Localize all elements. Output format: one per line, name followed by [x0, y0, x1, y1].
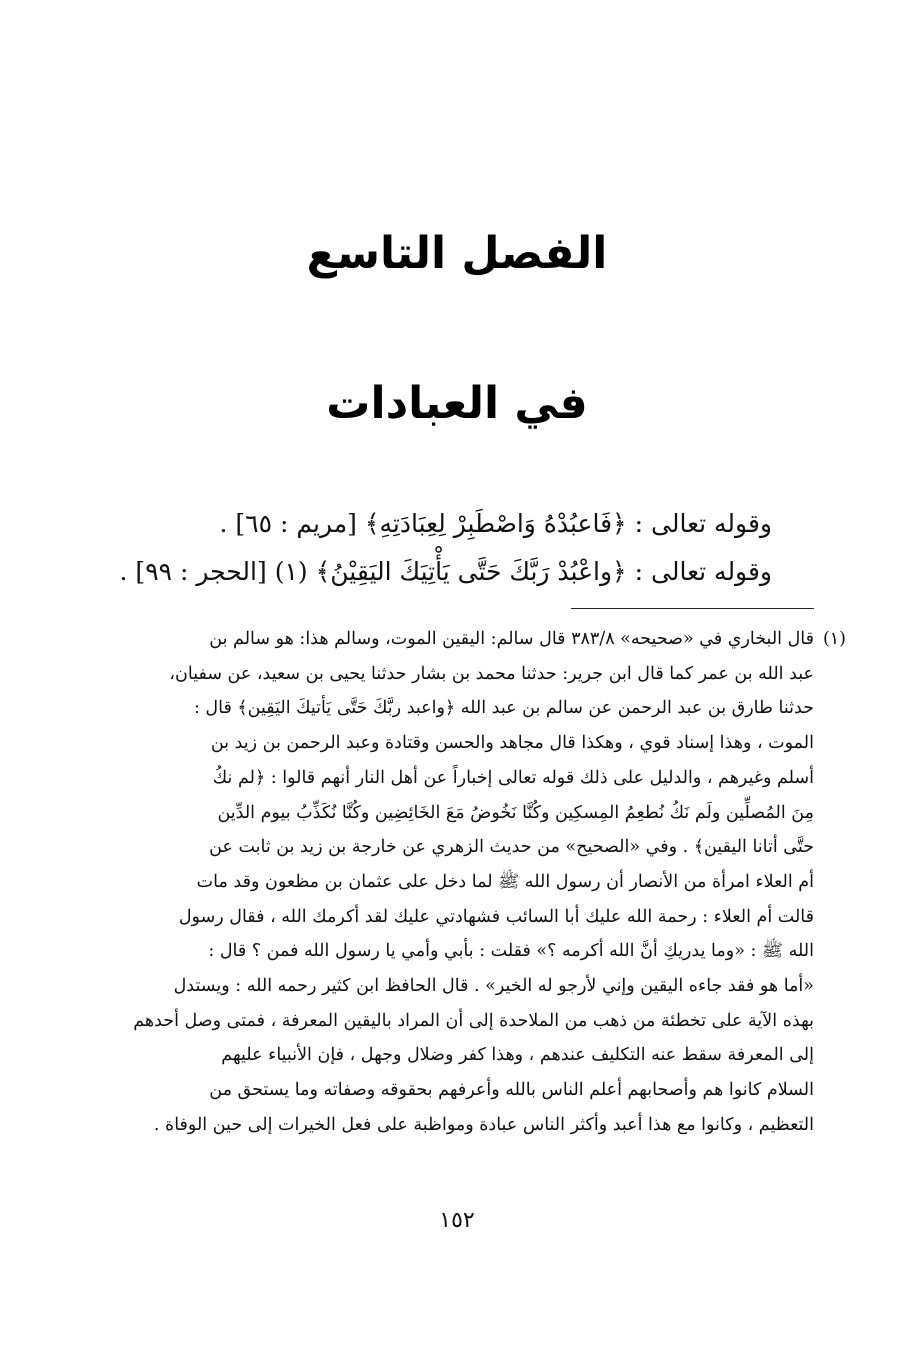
footnote-line: التعظيم ، وكانوا مع هذا أعبد وأكثر الناس عبادة ومواظبة على فعل الخيرات إلى حين الوفاة . — [153, 1114, 814, 1135]
verse-line: وقوله تعالى : ﴿فَاعبُدْهُ وَاصْطَبِرْ لِعِبَادَتِهِ﴾ [مريم : ٦٥] . — [219, 509, 772, 538]
footnote-line: الله ﷺ : «وما يدريكِ أنَّ الله أكرمه ؟» فقلت : بأبي وأمي يا رسول الله فمن ؟ قال : — [208, 941, 814, 962]
footnote-line: أم العلاء امرأة من الأنصار أن رسول الله ﷺ لما دخل على عثمان بن مظعون وقد مات — [196, 871, 814, 892]
footnote-line: «أما هو فقد جاءه اليقين وإني لأرجو له الخير» . قال الحافظ ابن كثير رحمه الله : ويستدل — [173, 976, 814, 997]
footnote-line: الموت ، وهذا إسناد قوي ، وهكذا قال مجاهد والحسن وقتادة وعبد الرحمن بن زيد بن — [210, 733, 814, 754]
footnote-line: عبد الله بن عمر كما قال ابن جرير: حدثنا محمد بن بشار حدثنا يحيى بن سعيد، عن سفيان، — [169, 663, 814, 684]
footnote-line: بهذه الآية على تخطئة من ذهب من الملاحدة إلى أن المراد باليقين المعرفة ، فمتى وصل أحدهم — [133, 1010, 814, 1031]
footnote-line: السلام كانوا هم وأصحابهم أعلم الناس بالله وأعرفهم بحقوقه وصفاته وما يستحق من — [209, 1080, 814, 1101]
footnote-divider — [571, 608, 814, 609]
footnote — [108, 622, 846, 1143]
footnote-line: إلى المعرفة سقط عنه التكليف عندهم ، وهذا كفر وضلال وجهل ، فإن الأنبياء عليهم — [221, 1045, 814, 1066]
footnote-line: قالت أم العلاء : رحمة الله عليك أبا السائب فشهادتي عليك لقد أكرمك الله ، فقال رسول — [178, 906, 814, 927]
footnote-line: حتَّى أتانا اليقين﴾ . وفي «الصحيح» من حديث الزهري عن خارجة بن زيد بن ثابت عن — [209, 837, 814, 858]
footnote-line: مِنَ المُصلِّين ولَم نَكُ نُطعِمُ المِسكِين وكُنَّا نَخُوضُ مَعَ الخَائِضِين وكُنَّا نُكَذِّبُ بيوم الدِّين — [217, 802, 814, 823]
verse-line: وقوله تعالى : ﴿واعْبُدْ رَبَّكَ حَتَّى يَأْتِيَكَ اليَقِيْنُ﴾ (١) [الحجر : ٩٩] . — [119, 557, 772, 586]
quran-verses — [80, 500, 772, 596]
footnote-line: أسلم وغيرهم ، والدليل على ذلك قوله تعالى إخباراً عن أهل النار أنهم قالوا : ﴿لم نكُ — [212, 767, 814, 788]
page-number: ١٥٢ — [439, 1208, 475, 1233]
footnote-line: حدثنا طارق بن عبد الرحمن عن سالم بن عبد الله ﴿واعبد ربَّكَ حَتَّى يَأتيكَ اليَقِين﴾ قال : — [193, 698, 814, 719]
chapter-title: الفصل التاسع — [306, 228, 608, 279]
footnote-marker: (١) — [822, 629, 846, 649]
footnote-line: قال البخاري في «صحيحه» ٣٨٣/٨ قال سالم: اليقين الموت، وسالم هذا: هو سالم بن — [209, 629, 814, 649]
chapter-subtitle: في العبادات — [326, 378, 588, 429]
